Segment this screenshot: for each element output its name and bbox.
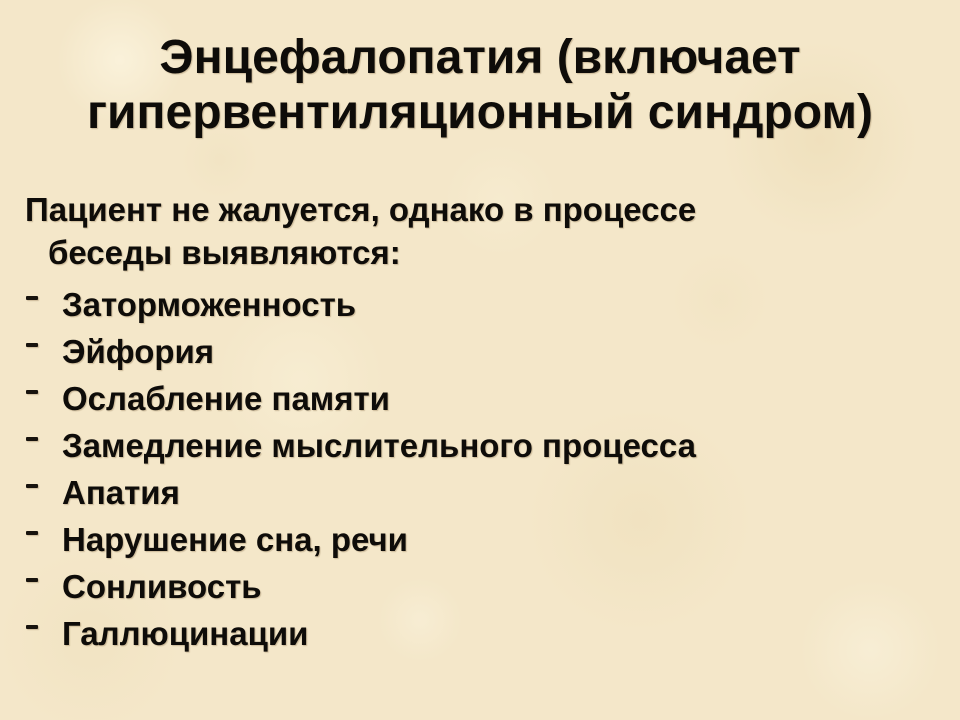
list-item-zatormozhennost	[25, 283, 940, 326]
list-item-sonlivost	[25, 565, 940, 608]
dash-bullet-icon	[25, 283, 62, 326]
dash-bullet-bar	[26, 296, 38, 300]
list-item-gallyucinacii	[25, 612, 940, 655]
list-item-label: Галлюцинации	[62, 615, 309, 652]
list-item-label: Нарушение сна, речи	[62, 521, 408, 558]
list-item-label: Эйфория	[62, 333, 215, 370]
dash-bullet-icon	[25, 565, 62, 608]
slide-body	[25, 188, 940, 655]
list-item-zamedlenie-processa	[25, 424, 940, 467]
dash-bullet-icon	[25, 471, 62, 514]
dash-bullet-bar	[26, 343, 38, 347]
list-item-eyforiya	[25, 330, 940, 373]
list-item-narushenie-sna-rechi	[25, 518, 940, 561]
slide-title	[0, 0, 960, 140]
list-item-label: Апатия	[62, 474, 180, 511]
dash-bullet-bar	[26, 437, 38, 441]
intro-line-1: Пациент не жалуется, однако в процессе	[25, 191, 697, 228]
symptom-list	[25, 283, 940, 655]
dash-bullet-icon	[25, 424, 62, 467]
dash-bullet-bar	[26, 390, 38, 394]
list-item-label: Заторможенность	[62, 286, 357, 323]
slide-title-line-1: Энцефалопатия (включает	[159, 31, 801, 84]
list-item-label: Замедление мыслительного процесса	[62, 427, 696, 464]
dash-bullet-icon	[25, 330, 62, 373]
dash-bullet-bar	[26, 578, 38, 582]
dash-bullet-icon	[25, 612, 62, 655]
dash-bullet-icon	[25, 518, 62, 561]
list-item-oslablenie-pamyati	[25, 377, 940, 420]
list-item-label: Сонливость	[62, 568, 262, 605]
dash-bullet-bar	[26, 484, 38, 488]
intro-paragraph	[25, 188, 940, 274]
dash-bullet-bar	[26, 531, 38, 535]
list-item-apatiya	[25, 471, 940, 514]
dash-bullet-bar	[26, 625, 38, 629]
list-item-label: Ослабление памяти	[62, 380, 390, 417]
dash-bullet-icon	[25, 377, 62, 420]
slide-title-line-2: гипервентиляционный синдром)	[87, 86, 873, 139]
intro-line-2: беседы выявляются:	[48, 234, 401, 271]
